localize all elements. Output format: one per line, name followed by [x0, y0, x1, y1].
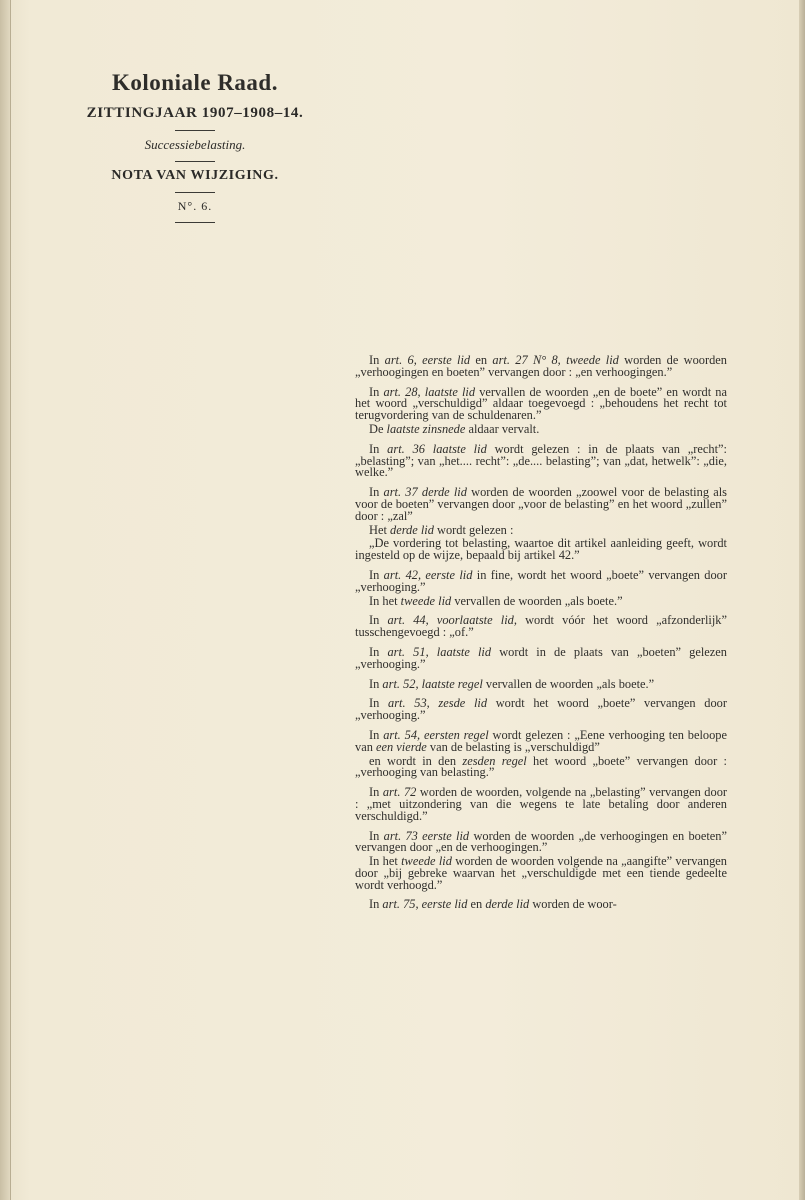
paragraph-text: In	[369, 613, 388, 628]
article-reference: art. 42, eerste lid	[383, 567, 473, 582]
paragraph-text: en	[470, 353, 493, 367]
paragraph-text: wordt vóór het woord „afzonderlijk” tusschengevoegd : „of.”	[355, 613, 727, 640]
amendment-paragraph	[355, 828, 727, 855]
paragraph-text: vervallen de woorden „als boete.”	[482, 676, 655, 691]
paragraph-text: wordt gelezen : in de plaats van „recht”: „belasting”; van „het.... recht”: „de.... belasting”; van „dat, hetwelk”: „die, welke.”	[355, 441, 727, 480]
paragraph-text: In	[369, 696, 389, 711]
paragraph-text: wordt het woord „boete” vervangen door „verhooging.”	[355, 696, 728, 723]
paragraph-text: In	[369, 353, 385, 367]
paragraph-text: Het	[369, 522, 390, 537]
amendment-paragraph	[355, 615, 727, 639]
document-subject: Successiebelasting.	[144, 137, 246, 152]
paragraph-text: vervallen de woorden „als boete.”	[451, 593, 623, 608]
paragraph-text: aldaar vervalt.	[465, 421, 540, 436]
amendment-paragraph	[355, 753, 727, 780]
header-divider	[175, 192, 215, 193]
article-reference: laatste zinsnede	[386, 421, 466, 436]
paragraph-text: wordt gelezen :	[433, 522, 514, 537]
paragraph-text: en	[467, 897, 486, 912]
paragraph-text: De	[369, 421, 387, 436]
paragraph-text: In het	[369, 854, 402, 869]
paragraph-text: worden de woorden „de verhoogingen en boeten” vervangen door „en de verhoogingen.”	[355, 828, 727, 855]
article-reference: art. 27 N° 8, tweede lid	[492, 353, 619, 367]
amendment-paragraph	[355, 727, 727, 754]
amendment-paragraph	[355, 899, 727, 911]
article-reference: art. 28, laatste lid	[383, 384, 476, 399]
paragraph-text: vervallen de woorden „en de boete” en wordt na het woord „verschuldigd” aldaar toegevoegd : „behoudens het recht tot terugvordering van de schuldenaren.”	[355, 384, 727, 423]
article-reference: derde lid	[390, 522, 434, 537]
article-reference: art. 53, zesde lid	[388, 696, 488, 711]
paragraph-text: wordt in de plaats van „boeten” gelezen „verhooging.”	[355, 644, 727, 671]
paragraph-text: In	[369, 897, 383, 912]
paragraph-text: In	[369, 441, 388, 456]
paragraph-text: van de belasting is „verschuldigd”	[426, 739, 600, 754]
paragraph-text: In het	[369, 593, 401, 608]
paragraph-text: worden de woorden volgende na „aangifte” vervangen door „bij gebreke waarvan het „verschuldigde met een tiende gedeelte wordt verhoogd.”	[355, 854, 727, 892]
paragraph-text: In	[369, 384, 384, 399]
paragraph-text: In	[369, 644, 388, 659]
article-reference: zesden regel	[462, 753, 527, 768]
amendment-paragraph	[355, 856, 727, 891]
article-reference: art. 37 derde lid	[383, 485, 467, 500]
article-reference: art. 75, eerste lid	[382, 897, 468, 912]
paragraph-text: worden de woor-	[529, 897, 617, 912]
page-edge	[799, 0, 805, 1200]
amendment-paragraph	[355, 676, 727, 691]
amendment-paragraph	[355, 522, 727, 537]
paragraph-text: In	[369, 676, 383, 691]
article-reference: een vierde	[376, 739, 427, 754]
amendment-paragraph	[355, 384, 727, 423]
paragraph-text: worden de woorden „zoowel voor de belasting als voor de boeten” vervangen door „voor de belasting” en het woord „zullen” door : „zal”	[355, 485, 727, 523]
article-reference: art. 54, eersten regel	[383, 727, 489, 742]
article-reference: art. 72	[382, 785, 417, 800]
paragraph-text: In	[369, 727, 384, 742]
amendment-paragraph	[355, 355, 727, 379]
article-reference: art. 73 eerste lid	[383, 828, 470, 843]
amendment-paragraph	[355, 441, 727, 480]
header-divider	[175, 222, 215, 223]
paragraph-text: worden de woorden, volgende na „belasting” vervangen door : „met uitzondering van die wegens te late betaling door anderen verschuldigd.”	[355, 785, 728, 823]
amendment-paragraph	[355, 593, 727, 608]
article-reference: tweede lid	[400, 593, 452, 608]
amendment-paragraph	[355, 644, 727, 671]
document-number: N°. 6.	[177, 199, 213, 213]
page-spine	[0, 0, 11, 1200]
paragraph-text: In	[369, 785, 383, 800]
article-reference: derde lid	[485, 897, 530, 912]
paragraph-text: In	[369, 567, 384, 582]
paragraph-text: het woord „boete” vervangen door : „verhooging van belasting.”	[355, 753, 727, 780]
article-reference: art. 36 laatste lid	[387, 441, 487, 456]
amendment-paragraph	[355, 487, 727, 522]
paragraph-text: wordt gelezen : „Eene verhooging ten beloope van	[355, 727, 727, 754]
article-reference: art. 6, eerste lid	[384, 353, 471, 367]
amendment-text	[355, 355, 727, 919]
header-divider	[175, 130, 215, 131]
header-divider	[175, 161, 215, 162]
amendment-paragraph	[355, 787, 727, 822]
council-title: Koloniale Raad.	[112, 70, 278, 95]
amendment-paragraph	[355, 421, 727, 436]
amendment-paragraph	[355, 698, 727, 722]
paragraph-text: In	[369, 485, 384, 500]
paragraph-text: In	[369, 828, 384, 843]
article-reference: art. 52, laatste regel	[382, 676, 483, 691]
paragraph-text: „De vordering tot belasting, waartoe dit artikel aanleiding geeft, wordt ingesteld op de wijze, bepaald bij artikel 42.”	[355, 536, 727, 563]
amendment-paragraph	[355, 538, 727, 562]
article-reference: tweede lid	[401, 854, 452, 869]
document-type: NOTA VAN WIJZIGING.	[111, 168, 279, 183]
paragraph-text: en wordt in den	[369, 753, 463, 768]
session-year: ZITTINGJAAR 1907–1908–14.	[86, 105, 304, 121]
article-reference: art. 44, voorlaatste lid,	[387, 613, 517, 628]
document-header	[60, 70, 330, 227]
paragraph-text: worden de woorden „verhoogingen en boeten” vervangen door : „en verhoogingen.”	[355, 353, 728, 379]
article-reference: art. 51, laatste lid	[387, 644, 492, 659]
amendment-paragraph	[355, 567, 728, 594]
paragraph-text: in fine, wordt het woord „boete” vervangen door „verhooging.”	[355, 567, 728, 594]
